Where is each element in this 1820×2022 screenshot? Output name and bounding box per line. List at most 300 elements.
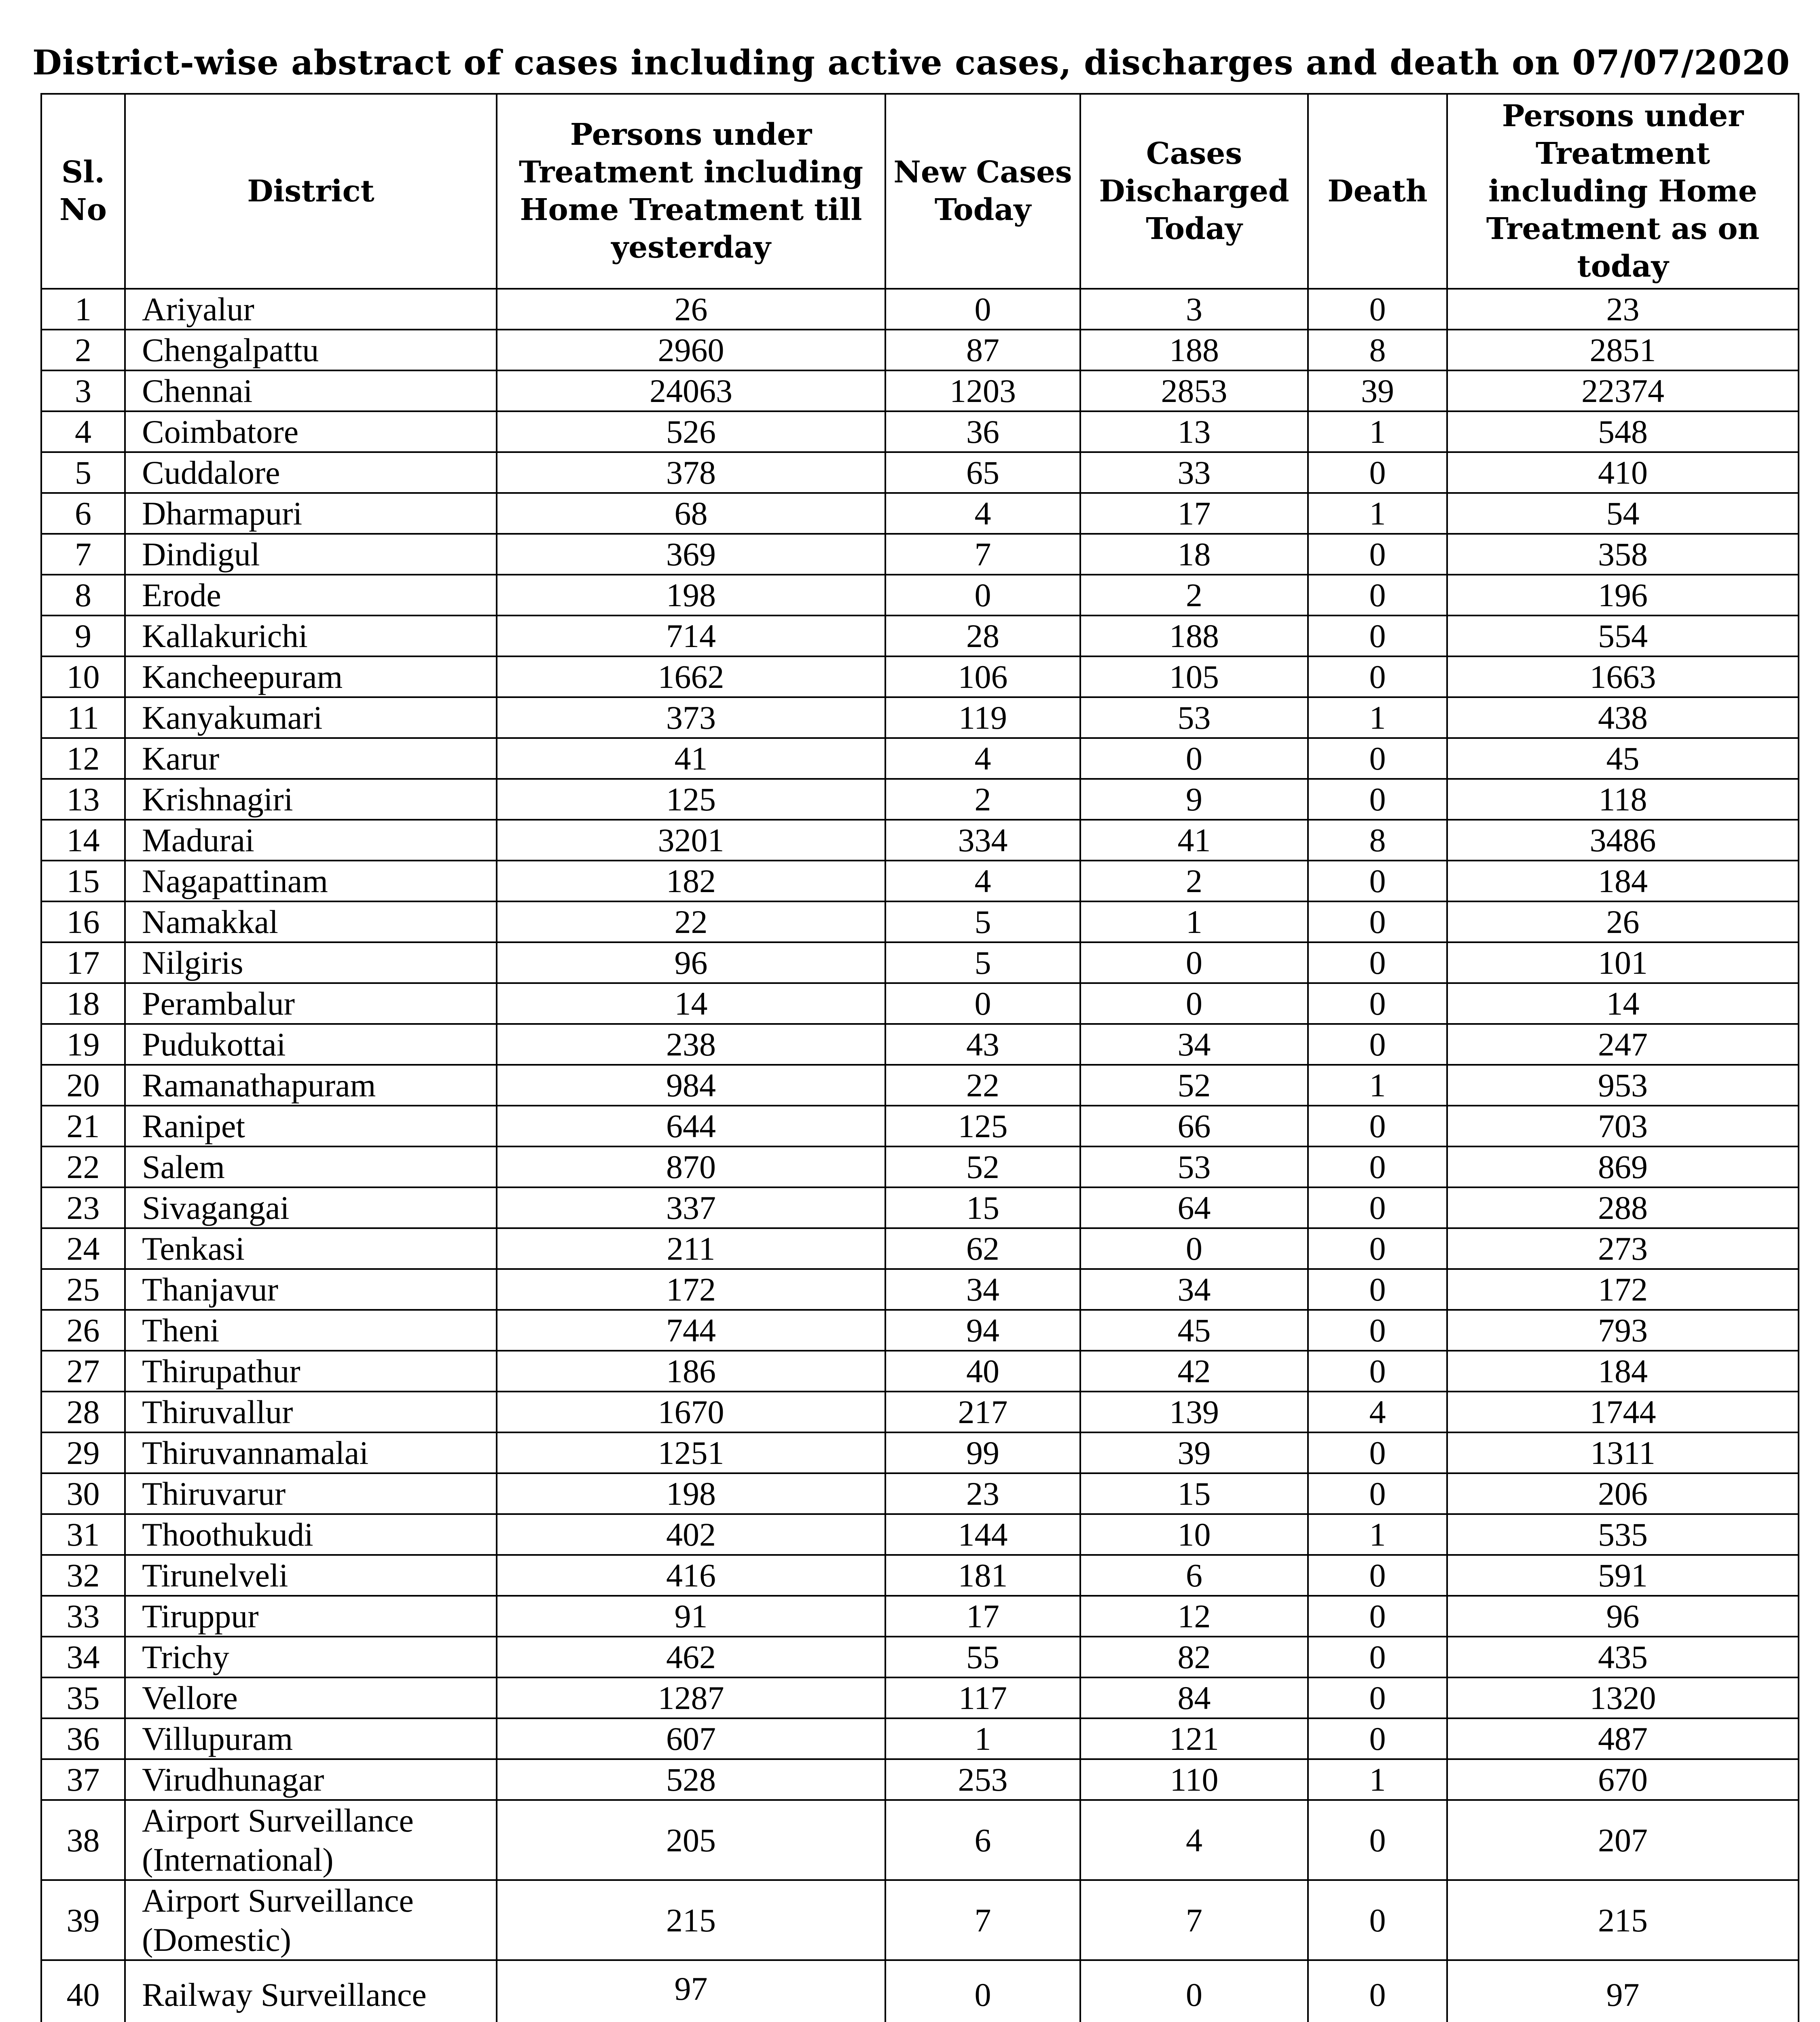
death-cell: 0 [1308,1146,1447,1187]
new-cases-cell: 144 [885,1514,1080,1555]
under-treatment-today-cell: 22374 [1447,370,1799,411]
death-cell: 0 [1308,1960,1447,2022]
under-treatment-today-cell: 670 [1447,1759,1799,1800]
new-cases-cell: 43 [885,1024,1080,1065]
under-treatment-today-cell: 1311 [1447,1432,1799,1473]
death-cell: 1 [1308,1759,1447,1800]
new-cases-cell: 7 [885,1880,1080,1960]
death-cell: 8 [1308,820,1447,861]
sl-no-cell: 10 [41,656,125,697]
header-district: District [125,94,497,289]
new-cases-cell: 5 [885,942,1080,983]
discharged-cell: 15 [1080,1473,1308,1514]
discharged-cell: 33 [1080,452,1308,493]
table-row [41,861,1799,901]
sl-no-cell: 1 [41,289,125,330]
under-treatment-yesterday-cell: 97 [497,1960,885,2022]
under-treatment-yesterday-cell: 1670 [497,1392,885,1432]
discharged-cell: 12 [1080,1596,1308,1637]
death-cell: 0 [1308,1269,1447,1310]
table-row [41,1596,1799,1637]
discharged-cell: 7 [1080,1880,1308,1960]
new-cases-cell: 4 [885,493,1080,534]
new-cases-cell: 1 [885,1718,1080,1759]
table-row [41,1718,1799,1759]
new-cases-cell: 6 [885,1800,1080,1880]
under-treatment-yesterday-cell: 337 [497,1187,885,1228]
new-cases-cell: 1203 [885,370,1080,411]
under-treatment-today-cell: 97 [1447,1960,1799,2022]
discharged-cell: 53 [1080,697,1308,738]
new-cases-cell: 7 [885,534,1080,575]
table-row [41,1065,1799,1106]
under-treatment-today-cell: 215 [1447,1880,1799,1960]
sl-no-cell: 36 [41,1718,125,1759]
death-cell: 0 [1308,901,1447,942]
table-row [41,1228,1799,1269]
death-cell: 0 [1308,452,1447,493]
under-treatment-yesterday-cell: 369 [497,534,885,575]
under-treatment-yesterday-cell: 238 [497,1024,885,1065]
discharged-cell: 2853 [1080,370,1308,411]
sl-no-cell: 22 [41,1146,125,1187]
sl-no-cell: 31 [41,1514,125,1555]
under-treatment-yesterday-cell: 402 [497,1514,885,1555]
death-cell: 0 [1308,1432,1447,1473]
table-row [41,615,1799,656]
district-cell: Chengalpattu [125,330,497,370]
death-cell: 0 [1308,1310,1447,1351]
table-row [41,1310,1799,1351]
under-treatment-today-cell: 703 [1447,1106,1799,1146]
under-treatment-yesterday-cell: 3201 [497,820,885,861]
under-treatment-today-cell: 184 [1447,1351,1799,1392]
new-cases-cell: 0 [885,983,1080,1024]
under-treatment-yesterday-cell: 870 [497,1146,885,1187]
district-cell: Sivagangai [125,1187,497,1228]
table-row [41,1637,1799,1677]
sl-no-cell: 32 [41,1555,125,1596]
under-treatment-yesterday-cell: 22 [497,901,885,942]
district-cell: Perambalur [125,983,497,1024]
discharged-cell: 52 [1080,1065,1308,1106]
death-cell: 0 [1308,1555,1447,1596]
under-treatment-yesterday-cell: 984 [497,1065,885,1106]
table-row [41,1146,1799,1187]
under-treatment-today-cell: 535 [1447,1514,1799,1555]
district-cell: Thiruvannamalai [125,1432,497,1473]
new-cases-cell: 40 [885,1351,1080,1392]
table-row [41,942,1799,983]
discharged-cell: 53 [1080,1146,1308,1187]
discharged-cell: 41 [1080,820,1308,861]
sl-no-cell: 29 [41,1432,125,1473]
under-treatment-today-cell: 247 [1447,1024,1799,1065]
district-cell: Thanjavur [125,1269,497,1310]
sl-no-cell: 7 [41,534,125,575]
under-treatment-today-cell: 45 [1447,738,1799,779]
under-treatment-today-cell: 2851 [1447,330,1799,370]
new-cases-cell: 28 [885,615,1080,656]
page-title: District-wise abstract of cases including active cases, discharges and death on 07/07/2020 [32,42,1790,82]
under-treatment-yesterday-cell: 172 [497,1269,885,1310]
district-cell: Tiruppur [125,1596,497,1637]
district-cell: Salem [125,1146,497,1187]
under-treatment-today-cell: 793 [1447,1310,1799,1351]
under-treatment-yesterday-cell: 644 [497,1106,885,1146]
discharged-cell: 0 [1080,738,1308,779]
death-cell: 0 [1308,983,1447,1024]
district-cell: Cuddalore [125,452,497,493]
death-cell: 0 [1308,1637,1447,1677]
discharged-cell: 10 [1080,1514,1308,1555]
discharged-cell: 0 [1080,983,1308,1024]
new-cases-cell: 5 [885,901,1080,942]
table-row [41,1473,1799,1514]
sl-no-cell: 14 [41,820,125,861]
new-cases-cell: 2 [885,779,1080,820]
sl-no-cell: 9 [41,615,125,656]
new-cases-cell: 4 [885,861,1080,901]
death-cell: 0 [1308,1473,1447,1514]
sl-no-cell: 6 [41,493,125,534]
sl-no-cell: 16 [41,901,125,942]
district-cell: Madurai [125,820,497,861]
sl-no-cell: 11 [41,697,125,738]
under-treatment-yesterday-cell: 26 [497,289,885,330]
sl-no-cell: 20 [41,1065,125,1106]
new-cases-cell: 4 [885,738,1080,779]
district-cell: Vellore [125,1677,497,1718]
new-cases-cell: 23 [885,1473,1080,1514]
under-treatment-yesterday-cell: 526 [497,411,885,452]
new-cases-cell: 334 [885,820,1080,861]
death-cell: 0 [1308,1351,1447,1392]
discharged-cell: 139 [1080,1392,1308,1432]
sl-no-cell: 4 [41,411,125,452]
discharged-cell: 188 [1080,330,1308,370]
sl-no-cell: 12 [41,738,125,779]
header-discharged: Cases Discharged Today [1080,94,1308,289]
district-cell: Ramanathapuram [125,1065,497,1106]
sl-no-cell: 21 [41,1106,125,1146]
under-treatment-yesterday-cell: 1251 [497,1432,885,1473]
death-cell: 0 [1308,615,1447,656]
death-cell: 0 [1308,861,1447,901]
district-cell: Nagapattinam [125,861,497,901]
table-row [41,1187,1799,1228]
district-cell: Dindigul [125,534,497,575]
table-row [41,1514,1799,1555]
district-cell: Namakkal [125,901,497,942]
under-treatment-yesterday-cell: 125 [497,779,885,820]
sl-no-cell: 17 [41,942,125,983]
new-cases-cell: 119 [885,697,1080,738]
sl-no-cell: 13 [41,779,125,820]
under-treatment-today-cell: 184 [1447,861,1799,901]
discharged-cell: 6 [1080,1555,1308,1596]
death-cell: 0 [1308,1677,1447,1718]
discharged-cell: 0 [1080,942,1308,983]
sl-no-cell: 19 [41,1024,125,1065]
table-row [41,1960,1799,2022]
table-row [41,289,1799,330]
under-treatment-today-cell: 953 [1447,1065,1799,1106]
death-cell: 0 [1308,738,1447,779]
sl-no-cell: 5 [41,452,125,493]
district-cell: Thiruvarur [125,1473,497,1514]
under-treatment-yesterday-cell: 373 [497,697,885,738]
district-cell: Airport Surveillance (Domestic) [125,1880,497,1960]
sl-no-cell: 25 [41,1269,125,1310]
table-row [41,1269,1799,1310]
new-cases-cell: 94 [885,1310,1080,1351]
under-treatment-today-cell: 206 [1447,1473,1799,1514]
under-treatment-yesterday-cell: 68 [497,493,885,534]
discharged-cell: 2 [1080,575,1308,615]
district-cell: Trichy [125,1637,497,1677]
sl-no-cell: 18 [41,983,125,1024]
district-cell: Chennai [125,370,497,411]
district-cell: Erode [125,575,497,615]
under-treatment-today-cell: 1744 [1447,1392,1799,1432]
under-treatment-yesterday-cell: 182 [497,861,885,901]
district-abstract-table [40,93,1799,2022]
district-cell: Airport Surveillance (International) [125,1800,497,1880]
new-cases-cell: 117 [885,1677,1080,1718]
new-cases-cell: 125 [885,1106,1080,1146]
discharged-cell: 110 [1080,1759,1308,1800]
under-treatment-yesterday-cell: 198 [497,575,885,615]
table-row [41,1106,1799,1146]
new-cases-cell: 22 [885,1065,1080,1106]
under-treatment-yesterday-cell: 2960 [497,330,885,370]
under-treatment-yesterday-cell: 462 [497,1637,885,1677]
discharged-cell: 4 [1080,1800,1308,1880]
district-cell: Karur [125,738,497,779]
death-cell: 0 [1308,779,1447,820]
table-row [41,1555,1799,1596]
table-row [41,1432,1799,1473]
district-cell: Kallakurichi [125,615,497,656]
under-treatment-today-cell: 1663 [1447,656,1799,697]
under-treatment-today-cell: 1320 [1447,1677,1799,1718]
sl-no-cell: 39 [41,1880,125,1960]
new-cases-cell: 217 [885,1392,1080,1432]
under-treatment-today-cell: 3486 [1447,820,1799,861]
district-cell: Coimbatore [125,411,497,452]
table-row [41,1677,1799,1718]
under-treatment-today-cell: 438 [1447,697,1799,738]
under-treatment-today-cell: 273 [1447,1228,1799,1269]
district-cell: Dharmapuri [125,493,497,534]
district-cell: Ranipet [125,1106,497,1146]
under-treatment-yesterday-cell: 744 [497,1310,885,1351]
sl-no-cell: 15 [41,861,125,901]
new-cases-cell: 99 [885,1432,1080,1473]
under-treatment-today-cell: 869 [1447,1146,1799,1187]
district-cell: Thiruvallur [125,1392,497,1432]
sl-no-cell: 28 [41,1392,125,1432]
death-cell: 4 [1308,1392,1447,1432]
table-row [41,452,1799,493]
discharged-cell: 84 [1080,1677,1308,1718]
new-cases-cell: 253 [885,1759,1080,1800]
discharged-cell: 34 [1080,1269,1308,1310]
sl-no-cell: 34 [41,1637,125,1677]
death-cell: 1 [1308,697,1447,738]
sl-no-cell: 35 [41,1677,125,1718]
sl-no-cell: 27 [41,1351,125,1392]
sl-no-cell: 37 [41,1759,125,1800]
table-row [41,1759,1799,1800]
header-new-cases: New Cases Today [885,94,1080,289]
discharged-cell: 39 [1080,1432,1308,1473]
under-treatment-today-cell: 207 [1447,1800,1799,1880]
table-body [41,289,1799,2022]
table-row [41,534,1799,575]
new-cases-cell: 17 [885,1596,1080,1637]
under-treatment-today-cell: 23 [1447,289,1799,330]
table-row [41,1800,1799,1880]
district-cell: Virudhunagar [125,1759,497,1800]
table-row [41,656,1799,697]
under-treatment-today-cell: 288 [1447,1187,1799,1228]
under-treatment-yesterday-cell: 186 [497,1351,885,1392]
death-cell: 0 [1308,1106,1447,1146]
table-row [41,411,1799,452]
death-cell: 0 [1308,1800,1447,1880]
discharged-cell: 82 [1080,1637,1308,1677]
discharged-cell: 2 [1080,861,1308,901]
under-treatment-yesterday-cell: 24063 [497,370,885,411]
discharged-cell: 64 [1080,1187,1308,1228]
discharged-cell: 66 [1080,1106,1308,1146]
under-treatment-today-cell: 26 [1447,901,1799,942]
death-cell: 8 [1308,330,1447,370]
district-cell: Krishnagiri [125,779,497,820]
new-cases-cell: 87 [885,330,1080,370]
new-cases-cell: 36 [885,411,1080,452]
new-cases-cell: 181 [885,1555,1080,1596]
sl-no-cell: 40 [41,1960,125,2022]
sl-no-cell: 33 [41,1596,125,1637]
under-treatment-today-cell: 96 [1447,1596,1799,1637]
new-cases-cell: 34 [885,1269,1080,1310]
table-row [41,330,1799,370]
header-under-treatment-today: Persons under Treatment including Home Treatment as on today [1447,94,1799,289]
district-cell: Tirunelveli [125,1555,497,1596]
district-cell: Thoothukudi [125,1514,497,1555]
district-cell: Villupuram [125,1718,497,1759]
under-treatment-yesterday-cell: 378 [497,452,885,493]
under-treatment-yesterday-cell: 14 [497,983,885,1024]
under-treatment-yesterday-cell: 211 [497,1228,885,1269]
death-cell: 0 [1308,1718,1447,1759]
under-treatment-yesterday-cell: 41 [497,738,885,779]
under-treatment-yesterday-cell: 215 [497,1880,885,1960]
discharged-cell: 18 [1080,534,1308,575]
district-cell: Thirupathur [125,1351,497,1392]
table-row [41,1351,1799,1392]
sl-no-cell: 2 [41,330,125,370]
under-treatment-today-cell: 54 [1447,493,1799,534]
death-cell: 0 [1308,534,1447,575]
table-row [41,779,1799,820]
discharged-cell: 45 [1080,1310,1308,1351]
under-treatment-yesterday-cell: 607 [497,1718,885,1759]
death-cell: 0 [1308,656,1447,697]
death-cell: 1 [1308,411,1447,452]
table-row [41,575,1799,615]
death-cell: 0 [1308,1880,1447,1960]
under-treatment-today-cell: 14 [1447,983,1799,1024]
death-cell: 0 [1308,1024,1447,1065]
under-treatment-today-cell: 118 [1447,779,1799,820]
death-cell: 1 [1308,493,1447,534]
death-cell: 39 [1308,370,1447,411]
new-cases-cell: 15 [885,1187,1080,1228]
death-cell: 0 [1308,1228,1447,1269]
under-treatment-today-cell: 591 [1447,1555,1799,1596]
district-cell: Pudukottai [125,1024,497,1065]
discharged-cell: 0 [1080,1228,1308,1269]
under-treatment-today-cell: 101 [1447,942,1799,983]
death-cell: 0 [1308,289,1447,330]
under-treatment-yesterday-cell: 1662 [497,656,885,697]
sl-no-cell: 3 [41,370,125,411]
under-treatment-yesterday-cell: 96 [497,942,885,983]
death-cell: 0 [1308,1187,1447,1228]
discharged-cell: 13 [1080,411,1308,452]
death-cell: 1 [1308,1514,1447,1555]
under-treatment-yesterday-cell: 714 [497,615,885,656]
table-row [41,697,1799,738]
death-cell: 0 [1308,575,1447,615]
discharged-cell: 1 [1080,901,1308,942]
new-cases-cell: 62 [885,1228,1080,1269]
table-row [41,901,1799,942]
discharged-cell: 3 [1080,289,1308,330]
sl-no-cell: 30 [41,1473,125,1514]
discharged-cell: 0 [1080,1960,1308,2022]
table-row [41,493,1799,534]
discharged-cell: 188 [1080,615,1308,656]
new-cases-cell: 65 [885,452,1080,493]
under-treatment-today-cell: 548 [1447,411,1799,452]
sl-no-cell: 23 [41,1187,125,1228]
under-treatment-today-cell: 358 [1447,534,1799,575]
death-cell: 0 [1308,1596,1447,1637]
new-cases-cell: 106 [885,656,1080,697]
table-row [41,370,1799,411]
header-sl-no: Sl. No [41,94,125,289]
under-treatment-yesterday-cell: 1287 [497,1677,885,1718]
under-treatment-yesterday-cell: 416 [497,1555,885,1596]
under-treatment-today-cell: 196 [1447,575,1799,615]
new-cases-cell: 0 [885,1960,1080,2022]
under-treatment-today-cell: 172 [1447,1269,1799,1310]
district-cell: Ariyalur [125,289,497,330]
death-cell: 1 [1308,1065,1447,1106]
sl-no-cell: 24 [41,1228,125,1269]
district-cell: Kanyakumari [125,697,497,738]
discharged-cell: 105 [1080,656,1308,697]
district-cell: Nilgiris [125,942,497,983]
table-row [41,983,1799,1024]
under-treatment-today-cell: 487 [1447,1718,1799,1759]
under-treatment-today-cell: 435 [1447,1637,1799,1677]
